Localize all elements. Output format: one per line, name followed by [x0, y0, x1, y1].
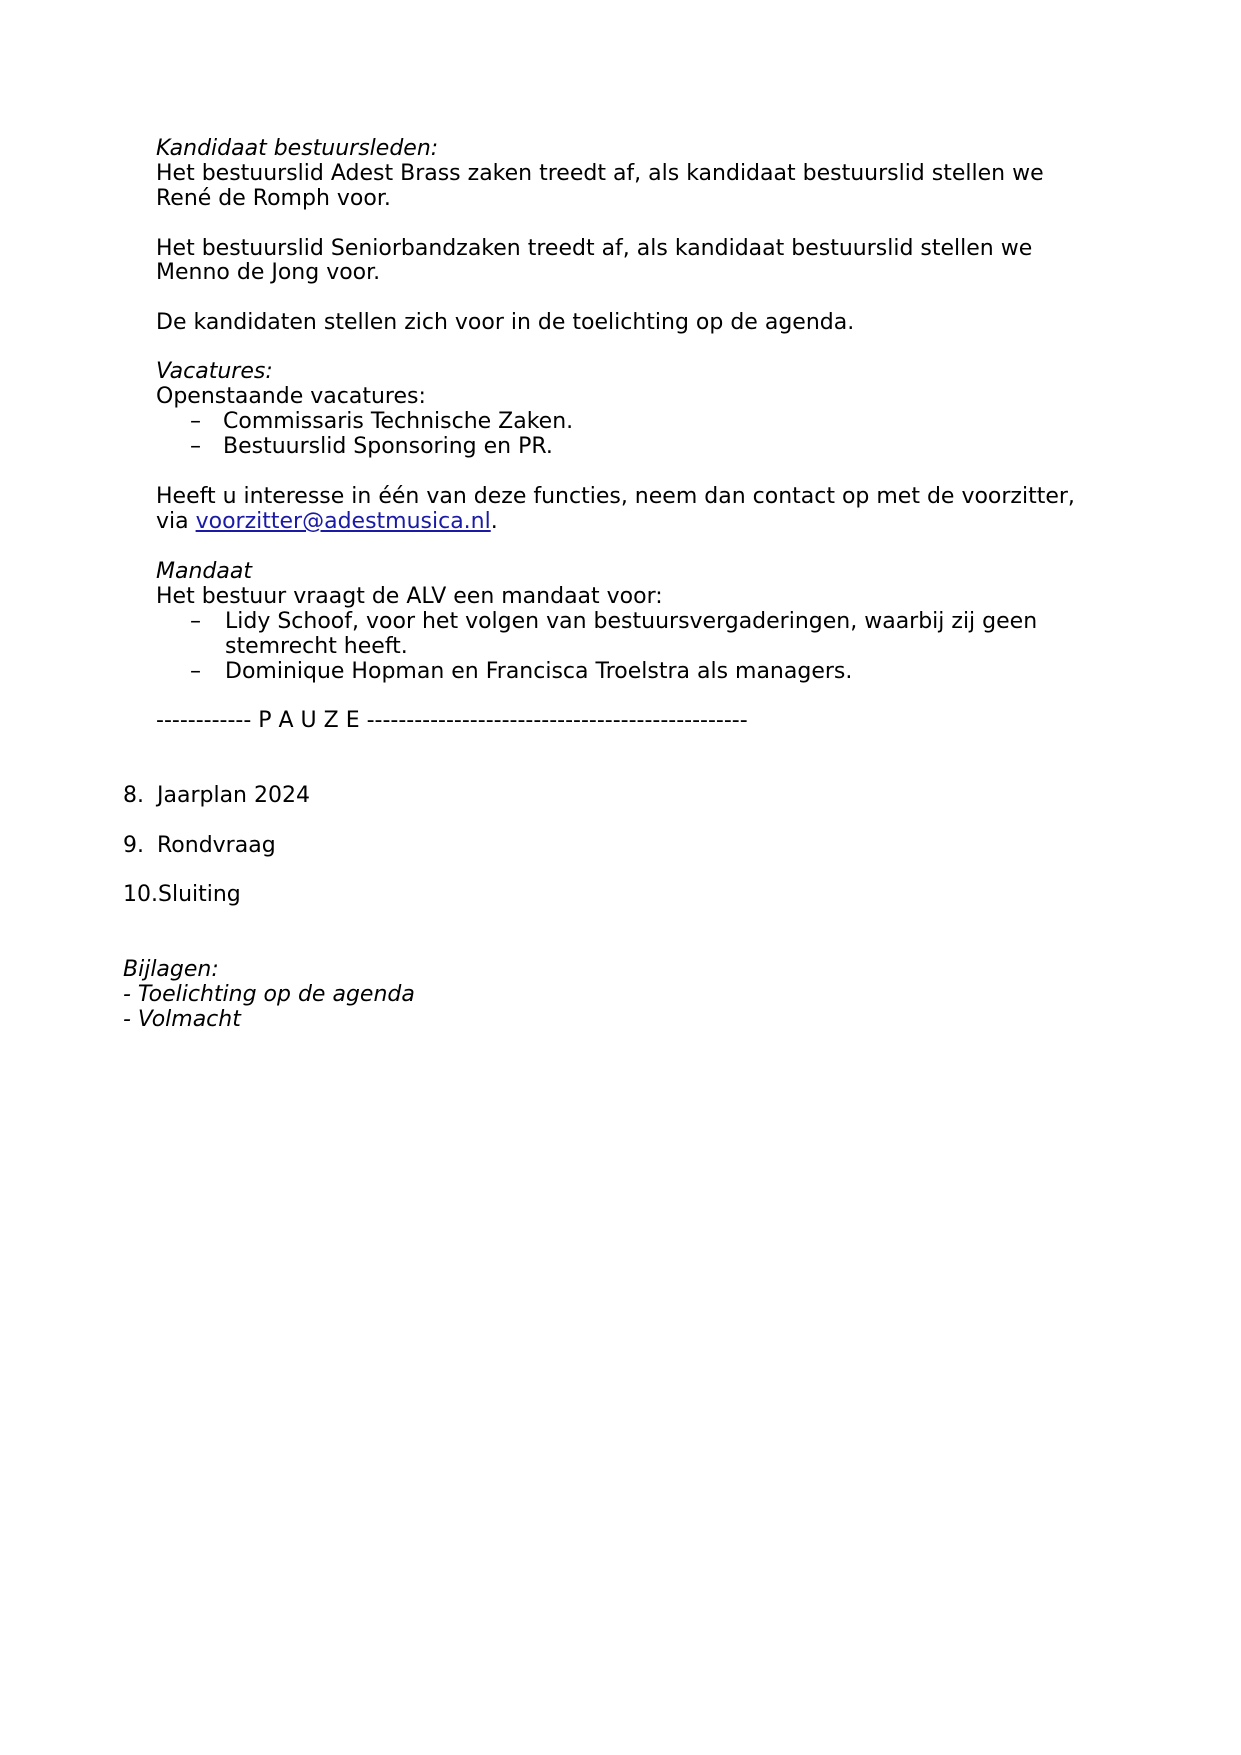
vacancies-intro: Openstaande vacatures:	[156, 384, 426, 409]
email-link[interactable]: voorzitter@adestmusica.nl	[195, 509, 491, 534]
mandate-item-2: Dominique Hopman en Francisca Troelstra als managers.	[225, 659, 853, 684]
vacancy-item: Bestuurslid Sponsoring en PR.	[223, 434, 553, 459]
candidates-paragraph-1-line-1: Het bestuurslid Adest Brass zaken treedt af, als kandidaat bestuurslid stellen we	[156, 161, 1044, 186]
list-bullet: –	[190, 609, 201, 634]
list-bullet: –	[190, 659, 201, 684]
candidates-heading: Kandidaat bestuursleden:	[156, 136, 439, 161]
contact-prefix: via	[156, 509, 196, 534]
list-bullet: –	[190, 409, 201, 434]
vacancies-heading: Vacatures:	[156, 359, 273, 384]
contact-suffix: .	[490, 509, 498, 534]
mandate-item-1-line-1: Lidy Schoof, voor het volgen van bestuursvergaderingen, waarbij zij geen	[225, 609, 1038, 634]
candidates-paragraph-3: De kandidaten stellen zich voor in de toelichting op de agenda.	[156, 310, 855, 335]
vacancies-contact-line-1: Heeft u interesse in één van deze functies, neem dan contact op met de voorzitter,	[156, 484, 1075, 509]
mandate-intro: Het bestuur vraagt de ALV een mandaat voor:	[156, 584, 663, 609]
candidates-paragraph-1-line-2: René de Romph voor.	[156, 186, 391, 211]
attachment-item: - Volmacht	[123, 1007, 241, 1032]
agenda-item-8-number: 8.	[123, 783, 144, 808]
candidates-paragraph-2-line-2: Menno de Jong voor.	[156, 260, 381, 285]
mandate-heading: Mandaat	[156, 559, 252, 584]
candidates-paragraph-2-line-1: Het bestuurslid Seniorbandzaken treedt af, als kandidaat bestuurslid stellen we	[156, 236, 1033, 261]
attachment-item: - Toelichting op de agenda	[123, 982, 415, 1007]
vacancies-contact-line-2	[156, 508, 498, 536]
agenda-item-10: 10.Sluiting	[123, 882, 241, 907]
list-bullet: –	[190, 434, 201, 459]
agenda-item-9-number: 9.	[123, 833, 144, 858]
agenda-item-9-text: Rondvraag	[157, 833, 276, 858]
mandate-item-1-line-2: stemrecht heeft.	[225, 634, 408, 659]
pause-divider: ------------ P A U Z E ------------------------------------------------	[156, 708, 748, 733]
attachments-heading: Bijlagen:	[123, 957, 219, 982]
agenda-item-8-text: Jaarplan 2024	[157, 783, 310, 808]
vacancy-item: Commissaris Technische Zaken.	[223, 409, 574, 434]
